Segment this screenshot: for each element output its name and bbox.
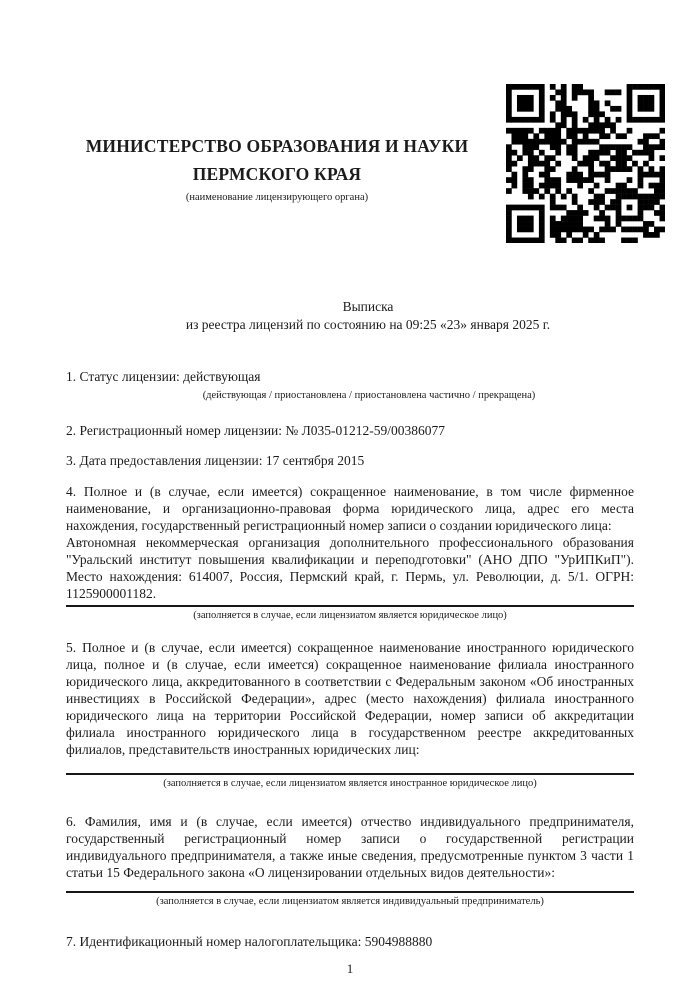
document-title	[66, 298, 634, 333]
license-grant-date-field: 3. Дата предоставления лицензии: 17 сентября 2015	[66, 453, 365, 468]
legal-entity-value: Автономная некоммерческая организация дополнительного профессионального образования "Уральский институт повышения квалификации и переподготовки" (АНО ДПО "УрИПКиП"). Место нахождения: 614007, Россия, Пермский край, г. Пермь, ул. Революции, д. 5/1. ОГРН: 1125900001182.	[66, 535, 634, 601]
licensing-authority-name-line1: МИНИСТЕРСТВО ОБРАЗОВАНИЯ И НАУКИ	[85, 136, 469, 156]
licensing-authority-name-line2: ПЕРМСКОГО КРАЯ	[192, 164, 362, 184]
license-registration-number-field: 2. Регистрационный номер лицензии: № Л035-01212-59/00386077	[66, 423, 446, 438]
legal-entity-divider	[66, 605, 634, 607]
legal-entity-label: 4. Полное и (в случае, если имеется) сокращенное наименование, в том числе фирменное наименование, и организационно-правовая форма юридического лица, адрес его места нахождения, государственный регистрационный номер записи о создании юридического лица:	[66, 484, 634, 533]
license-status-options-caption: (действующая / приостановлена / приостановлена частично / прекращена)	[202, 390, 536, 401]
page-number: 1	[346, 961, 354, 976]
license-fields	[66, 368, 634, 950]
foreign-entity-divider	[66, 773, 634, 775]
license-status-field: 1. Статус лицензии: действующая	[66, 369, 261, 384]
document-title-line2: из реестра лицензий по состоянию на 09:25 «23» января 2025 г.	[185, 316, 551, 332]
individual-entrepreneur-caption: (заполняется в случае, если лицензиатом является индивидуальный предприниматель)	[156, 896, 544, 907]
qr-code-icon	[506, 84, 665, 243]
taxpayer-id-field: 7. Идентификационный номер налогоплательщика: 5904988880	[66, 934, 433, 949]
foreign-entity-caption: (заполняется в случае, если лицензиатом является иностранное юридическое лицо)	[163, 778, 537, 789]
licensing-authority-caption: (наименование лицензирующего органа)	[185, 192, 369, 203]
licensing-authority-name	[66, 132, 488, 188]
foreign-entity-section: 5. Полное и (в случае, если имеется) сокращенное наименование иностранного юридического лица, полное и (в случае, если имеется) сокращенное наименование филиала иностранного юридического лица, аккредитованного в соответствии с Федеральным законом «Об иностранных инвестициях в Российской Федерации», адрес (место нахождения) филиала иностранного юридического лица на территории Российской Федерации, номер записи об аккредитации филиала иностранного юридического лица в государственном реестре аккредитованных филиалов, представительств иностранных юридических лиц:	[66, 640, 634, 757]
legal-entity-caption: (заполняется в случае, если лицензиатом является юридическое лицо)	[193, 610, 507, 621]
legal-entity-section	[66, 483, 634, 602]
document-title-line1: Выписка	[342, 299, 394, 314]
individual-entrepreneur-divider	[66, 891, 634, 893]
individual-entrepreneur-section: 6. Фамилия, имя и (в случае, если имеется) отчество индивидуального предпринимателя, государственный регистрационный номер записи о государственной регистрации индивидуального предпринимателя, а также иные сведения, предусмотренные пунктом 3 части 1 статьи 15 Федерального закона «О лицензировании отдельных видов деятельности»:	[66, 814, 634, 880]
licensing-authority-block	[66, 132, 488, 204]
